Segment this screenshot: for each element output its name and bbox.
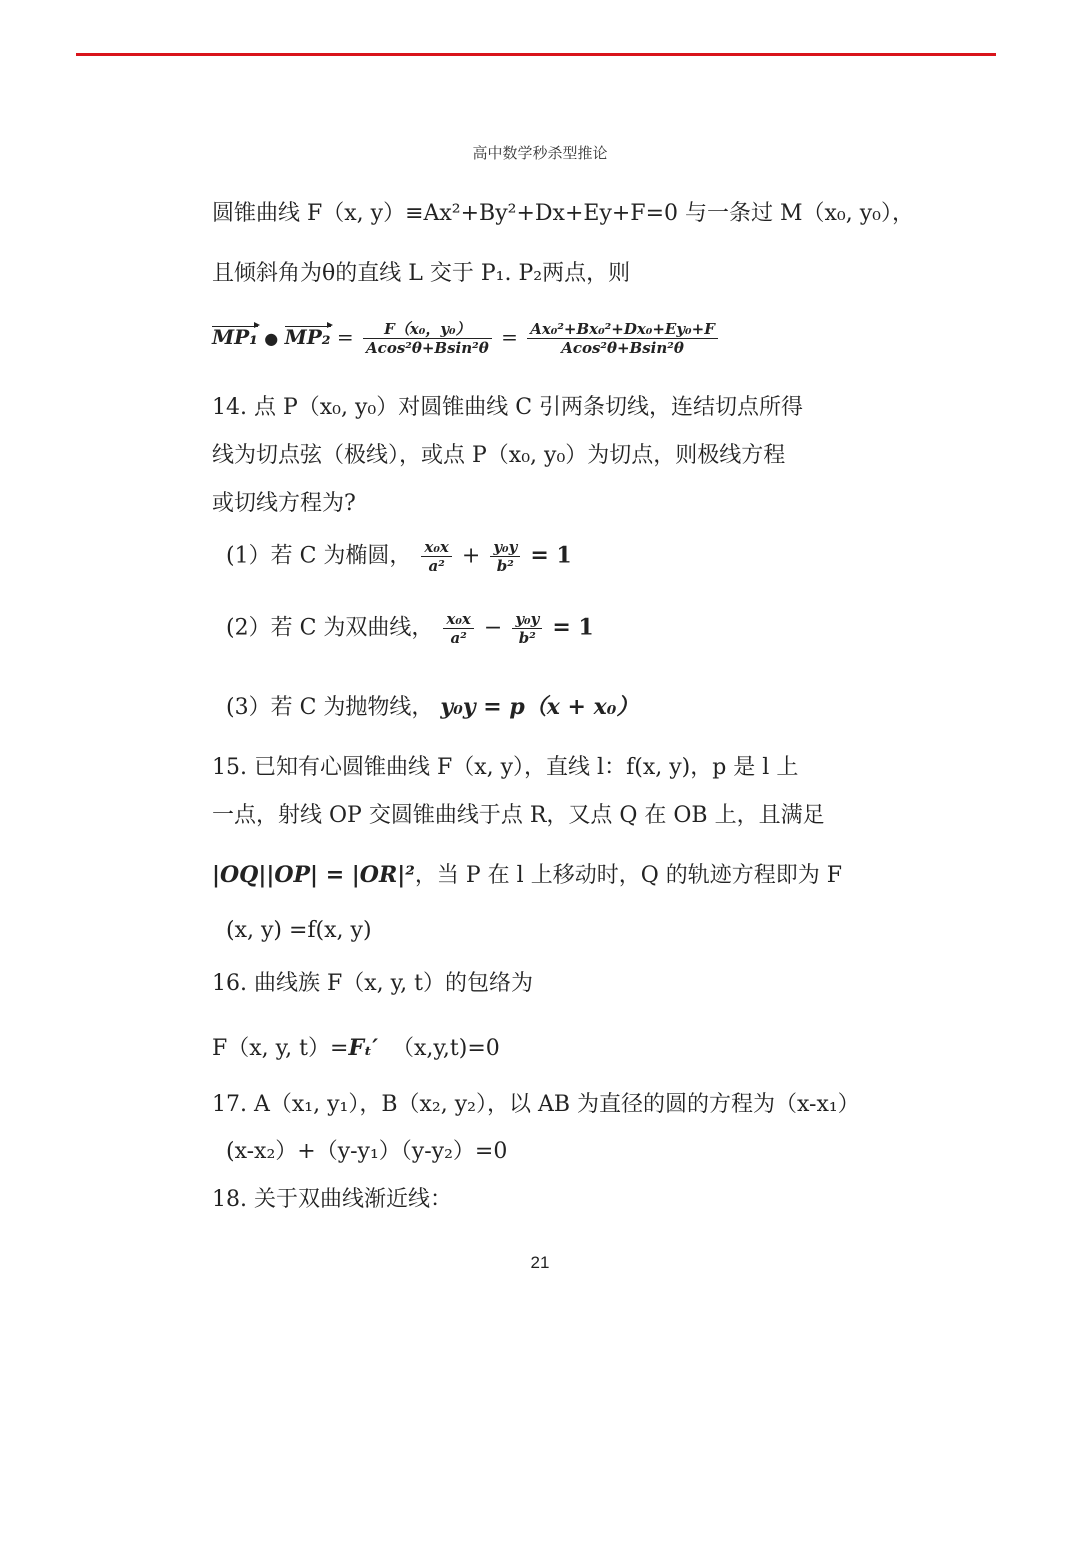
item14-case-hyperbola: [226, 610, 594, 647]
ellipse-term-1-den: a²: [428, 557, 445, 575]
page-number: 21: [530, 1253, 550, 1272]
intro-line-2: 且倾斜角为θ的直线 L 交于 P₁. P₂两点，则: [212, 261, 631, 286]
item15-line-2: 一点，射线 OP 交圆锥曲线于点 R，又点 Q 在 OB 上，且满足: [212, 803, 825, 828]
item14-line-1: 14. 点 P（x₀, y₀）对圆锥曲线 C 引两条切线，连结切点所得: [212, 395, 804, 420]
item14-case-parabola: [226, 690, 638, 721]
ellipse-term-1-num: x₀x: [421, 538, 451, 557]
item14-line-2: 线为切点弦（极线），或点 P（x₀, y₀）为切点，则极线方程: [212, 443, 786, 468]
hyperbola-term-2-den: b²: [518, 629, 536, 647]
hyperbola-minus: −: [483, 615, 503, 641]
case-parabola-label: (3）若 C 为抛物线，: [226, 695, 434, 720]
ellipse-term-1: [421, 538, 451, 575]
fraction-1-numerator: F（x₀，y₀）: [363, 320, 492, 339]
ellipse-term-2-num: y₀y: [490, 538, 520, 557]
equals-sign-1: =: [336, 325, 354, 349]
running-title: 高中数学秒杀型推论: [472, 144, 608, 162]
parabola-equation: y₀y = p（x + x₀）: [440, 694, 639, 720]
fraction-1-denominator: Acos²θ+Bsin²θ: [366, 339, 489, 357]
item18-line-1: 18. 关于双曲线渐近线：: [212, 1187, 452, 1212]
item14-case-ellipse: [226, 538, 572, 575]
intro-line-1: 圆锥曲线 F（x, y）≡Ax²+By²+Dx+Ey+F=0 与一条过 M（x₀, y₀），: [212, 201, 914, 226]
hyperbola-term-2-num: y₀y: [512, 610, 542, 629]
fraction-2-numerator: Ax₀²+Bx₀²+Dx₀+Ey₀+F: [527, 320, 718, 339]
dot-operator: ●: [264, 329, 279, 348]
hyperbola-term-1-num: x₀x: [443, 610, 473, 629]
ellipse-plus: +: [461, 543, 481, 569]
hyperbola-term-2: [512, 610, 542, 647]
case-ellipse-label: (1）若 C 为椭圆，: [226, 543, 412, 569]
item17-line-2: (x-x₂）+（y-y₁）（y-y₂）=0: [226, 1139, 508, 1164]
item15-line-3: [212, 858, 842, 889]
ellipse-term-2: [490, 538, 520, 575]
ellipse-term-2-den: b²: [496, 557, 514, 575]
envelope-args: （x,y,t)=0: [392, 1036, 500, 1061]
fraction-2-denominator: Acos²θ+Bsin²θ: [561, 339, 684, 357]
item15-line-1: 15. 已知有心圆锥曲线 F（x, y），直线 l：f(x, y)，p 是 l 上: [212, 755, 799, 780]
fraction-1: [363, 320, 492, 357]
case-hyperbola-label: (2）若 C 为双曲线，: [226, 615, 434, 641]
hyperbola-term-1: [443, 610, 473, 647]
item16-line-1: 16. 曲线族 F（x, y, t）的包络为: [212, 971, 533, 996]
item17-line-1: 17. A（x₁, y₁），B（x₂, y₂），以 AB 为直径的圆的方程为（x-x₁）: [212, 1092, 860, 1117]
item15-line-3-text: ，当 P 在 l 上移动时，Q 的轨迹方程即为 F: [414, 863, 842, 888]
envelope-lhs: F（x, y, t）=: [212, 1036, 349, 1061]
item14-line-3: 或切线方程为?: [212, 491, 356, 516]
distance-relation: |OQ||OP| = |OR|²: [212, 862, 415, 888]
hyperbola-term-1-den: a²: [450, 629, 467, 647]
fraction-2: [527, 320, 718, 357]
header-red-rule: [76, 53, 996, 56]
item16-line-2: [212, 1031, 500, 1062]
chord-product-formula: [212, 320, 721, 357]
envelope-derivative: Fₜ′: [348, 1035, 379, 1061]
hyperbola-rhs: = 1: [552, 614, 594, 641]
ellipse-rhs: = 1: [530, 542, 572, 569]
vector-mp2: MP₂: [284, 325, 331, 349]
equals-sign-2: =: [501, 325, 518, 349]
vector-mp1: MP₁: [212, 325, 258, 349]
item15-line-4: (x, y) =f(x, y): [226, 918, 372, 943]
